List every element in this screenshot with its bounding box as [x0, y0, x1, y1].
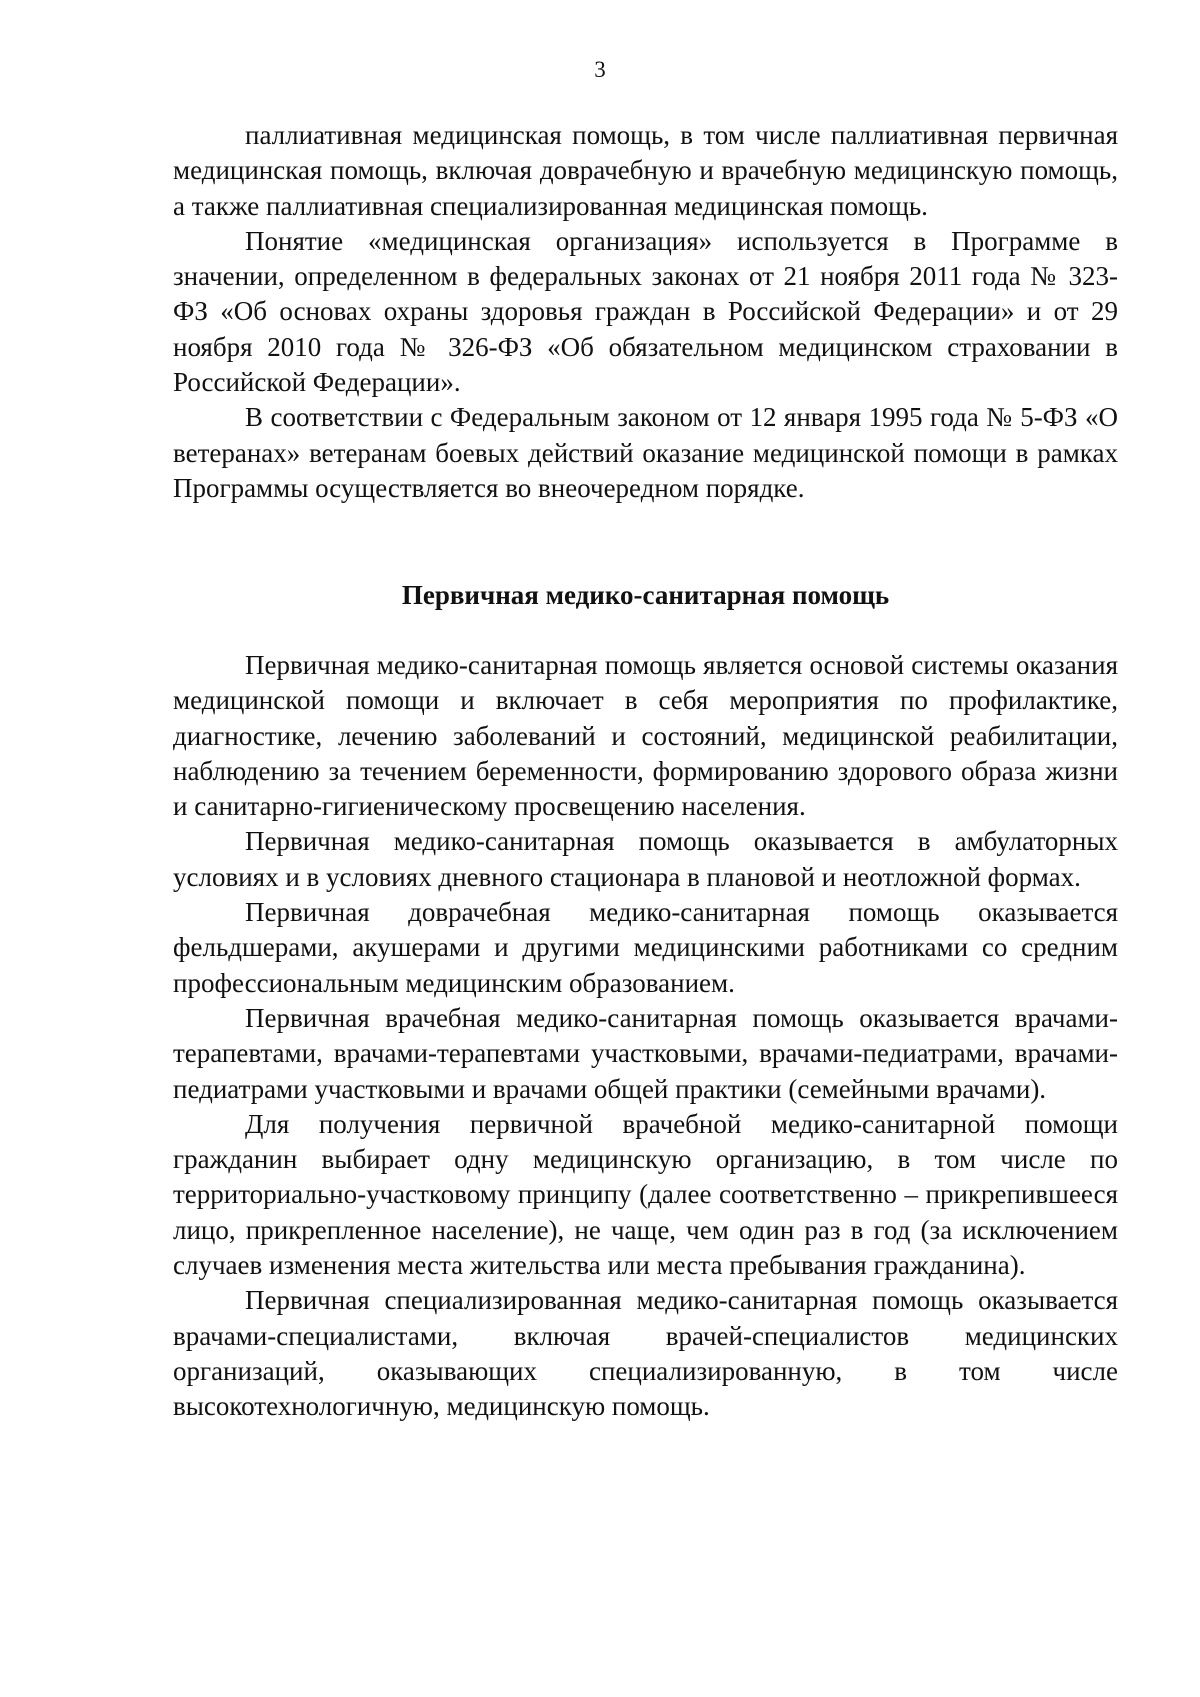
paragraph-palliative-care: паллиативная медицинская помощь, в том числе паллиативная первичная медицинская помощь, включая доврачебную и врачебную медицинскую помощь, а также паллиативная специализированная медицинская помощь.: [173, 120, 1118, 221]
section-heading: Первичная медико-санитарная помощь: [401, 580, 890, 610]
paragraph-primary-care-basis: Первичная медико-санитарная помощь является основой системы оказания медицинской помощи и включает в себя мероприятия по профилактике, диагностике, лечению заболеваний и состояний, медицинской реабилитации, наблюдению за течением беременности, формированию здорового образа жизни и санитарно-гигиеническому просвещению населения.: [173, 650, 1118, 822]
paragraph-medical-organization-definition: Понятие «медицинская организация» используется в Программе в значении, определенном в федеральных законах от 21 ноября 2011 года № 323-ФЗ «Об основах охраны здоровья граждан в Российской Федерации» и от 29 ноября 2010 года № 326-ФЗ «Об обязательном медицинском страховании в Российской Федерации».: [173, 225, 1118, 398]
paragraph-organization-choice: Для получения первичной врачебной медико-санитарной помощи гражданин выбирает одну медицинскую организацию, в том числе по территориально-участковому принципу (далее соответственно – прикрепившееся лицо, прикрепленное население), не чаще, чем один раз в год (за исключением случаев изменения места жительства или места пребывания гражданина).: [173, 1108, 1118, 1281]
primary-care-section: [173, 648, 1118, 1425]
paragraph-specialized-care: Первичная специализированная медико-санитарная помощь оказывается врачами-специалистами, включая врачей-специалистов медицинских организаций, оказывающих специализированную, в том числе высокотехнологичную, медицинскую помощь.: [173, 1285, 1118, 1422]
page-number: 3: [594, 57, 606, 82]
intro-section: [173, 118, 1118, 506]
paragraph-primary-care-conditions: Первичная медико-санитарная помощь оказывается в амбулаторных условиях и в условиях дневного стационара в плановой и неотложной формах.: [173, 826, 1118, 892]
paragraph-physician-care: Первичная врачебная медико-санитарная помощь оказывается врачами-терапевтами, врачами-терапевтами участковыми, врачами-педиатрами, врачами-педиатрами участковыми и врачами общей практики (семейными врачами).: [173, 1002, 1118, 1104]
paragraph-pre-medical-care: Первичная доврачебная медико-санитарная помощь оказывается фельдшерами, акушерами и другими медицинскими работниками со средним профессиональным медицинским образованием.: [173, 897, 1118, 998]
paragraph-veterans-priority: В соответствии с Федеральным законом от 12 января 1995 года № 5-ФЗ «О ветеранах» ветеранам боевых действий оказание медицинской помощи в рамках Программы осуществляется во внеочередном порядке.: [173, 402, 1118, 503]
